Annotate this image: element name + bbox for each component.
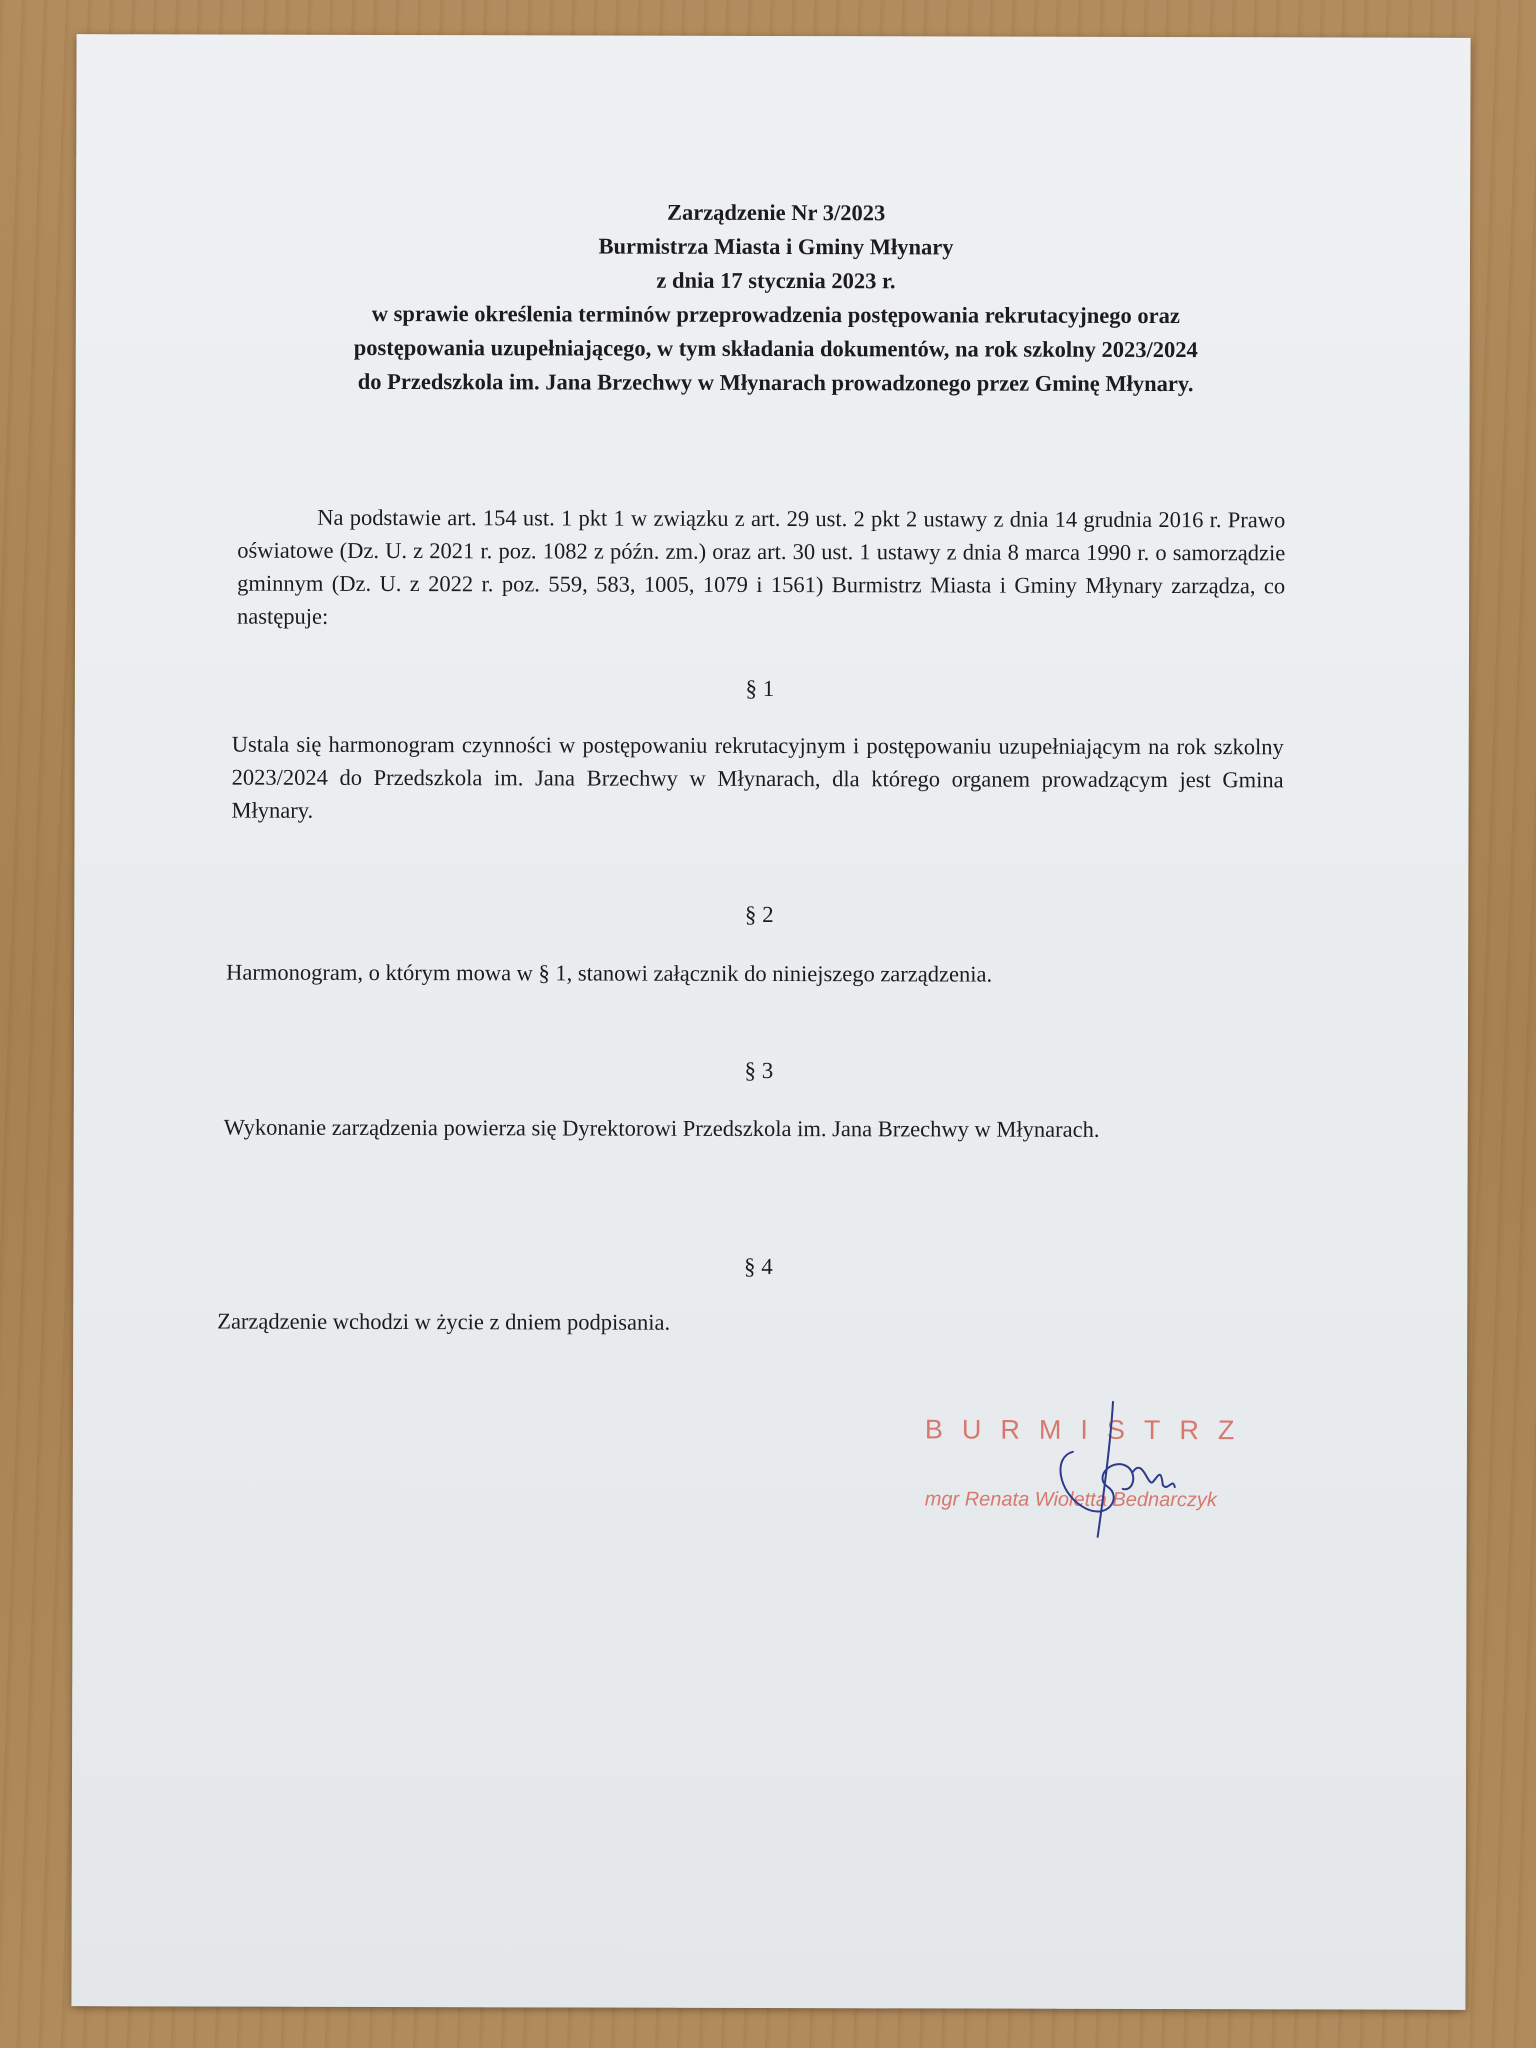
section-3-label: § 3 — [744, 1057, 774, 1084]
section-3-text: Wykonanie zarządzenia powierza się Dyrektorowi Przedszkola im. Jana Brzechwy w Młynarach. — [223, 1114, 1100, 1142]
section-2-label: § 2 — [744, 901, 774, 928]
section-1-text: Ustala się harmonogram czynności w postępowaniu rekrutacyjnym i postępowaniu uzupełniającym na rok szkolny 2023/2024 do Przedszkola im. Jana Brzechwy w Młynarach, dla którego organem prowadzącym jest Gmina Młynary. — [231, 731, 1284, 823]
section-4-text: Zarządzenie wchodzi w życie z dniem podpisania. — [217, 1308, 671, 1335]
section-4-label: § 4 — [743, 1253, 773, 1280]
document-header — [226, 195, 1327, 402]
section-2-text: Harmonogram, o którym mowa w § 1, stanowi załącznik do niniejszego zarządzenia. — [226, 959, 993, 987]
handwritten-signature — [1013, 1397, 1213, 1548]
legal-basis-paragraph: Na podstawie art. 154 ust. 1 pkt 1 w związku z art. 29 ust. 2 pkt 2 ustawy z dnia 14 grudnia 2016 r. Prawo oświatowe (Dz. U. z 2021 r. poz. 1082 z późn. zm.) oraz art. 30 ust. 1 ustawy z dnia 8 marca 1990 r. o samorządzie gminnym (Dz. U. z 2022 r. poz. 559, 583, 1005, 1079 i 1561) Burmistrz Miasta i Gminy Młynary zarządza, co następuje: — [237, 504, 1286, 629]
document-page — [71, 34, 1470, 2010]
issue-date: z dnia 17 stycznia 2023 r. — [656, 267, 896, 294]
subject-line-1: w sprawie określenia terminów przeprowadzenia postępowania rekrutacyjnego oraz — [371, 300, 1180, 329]
stamp-name: mgr Renata Wioletta Bednarczyk — [924, 1488, 1217, 1512]
section-1-label: § 1 — [745, 675, 775, 702]
stamp-title: BURMISTRZ — [924, 1414, 1254, 1446]
issuer: Burmistrza Miasta i Gminy Młynary — [598, 233, 954, 260]
subject-line-3: do Przedszkola im. Jana Brzechwy w Młynarach prowadzonego przez Gminę Młynary. — [357, 368, 1194, 397]
subject-line-2: postępowania uzupełniającego, w tym składania dokumentów, na rok szkolny 2023/2024 — [353, 334, 1198, 363]
ordinance-number: Zarządzenie Nr 3/2023 — [666, 199, 886, 226]
